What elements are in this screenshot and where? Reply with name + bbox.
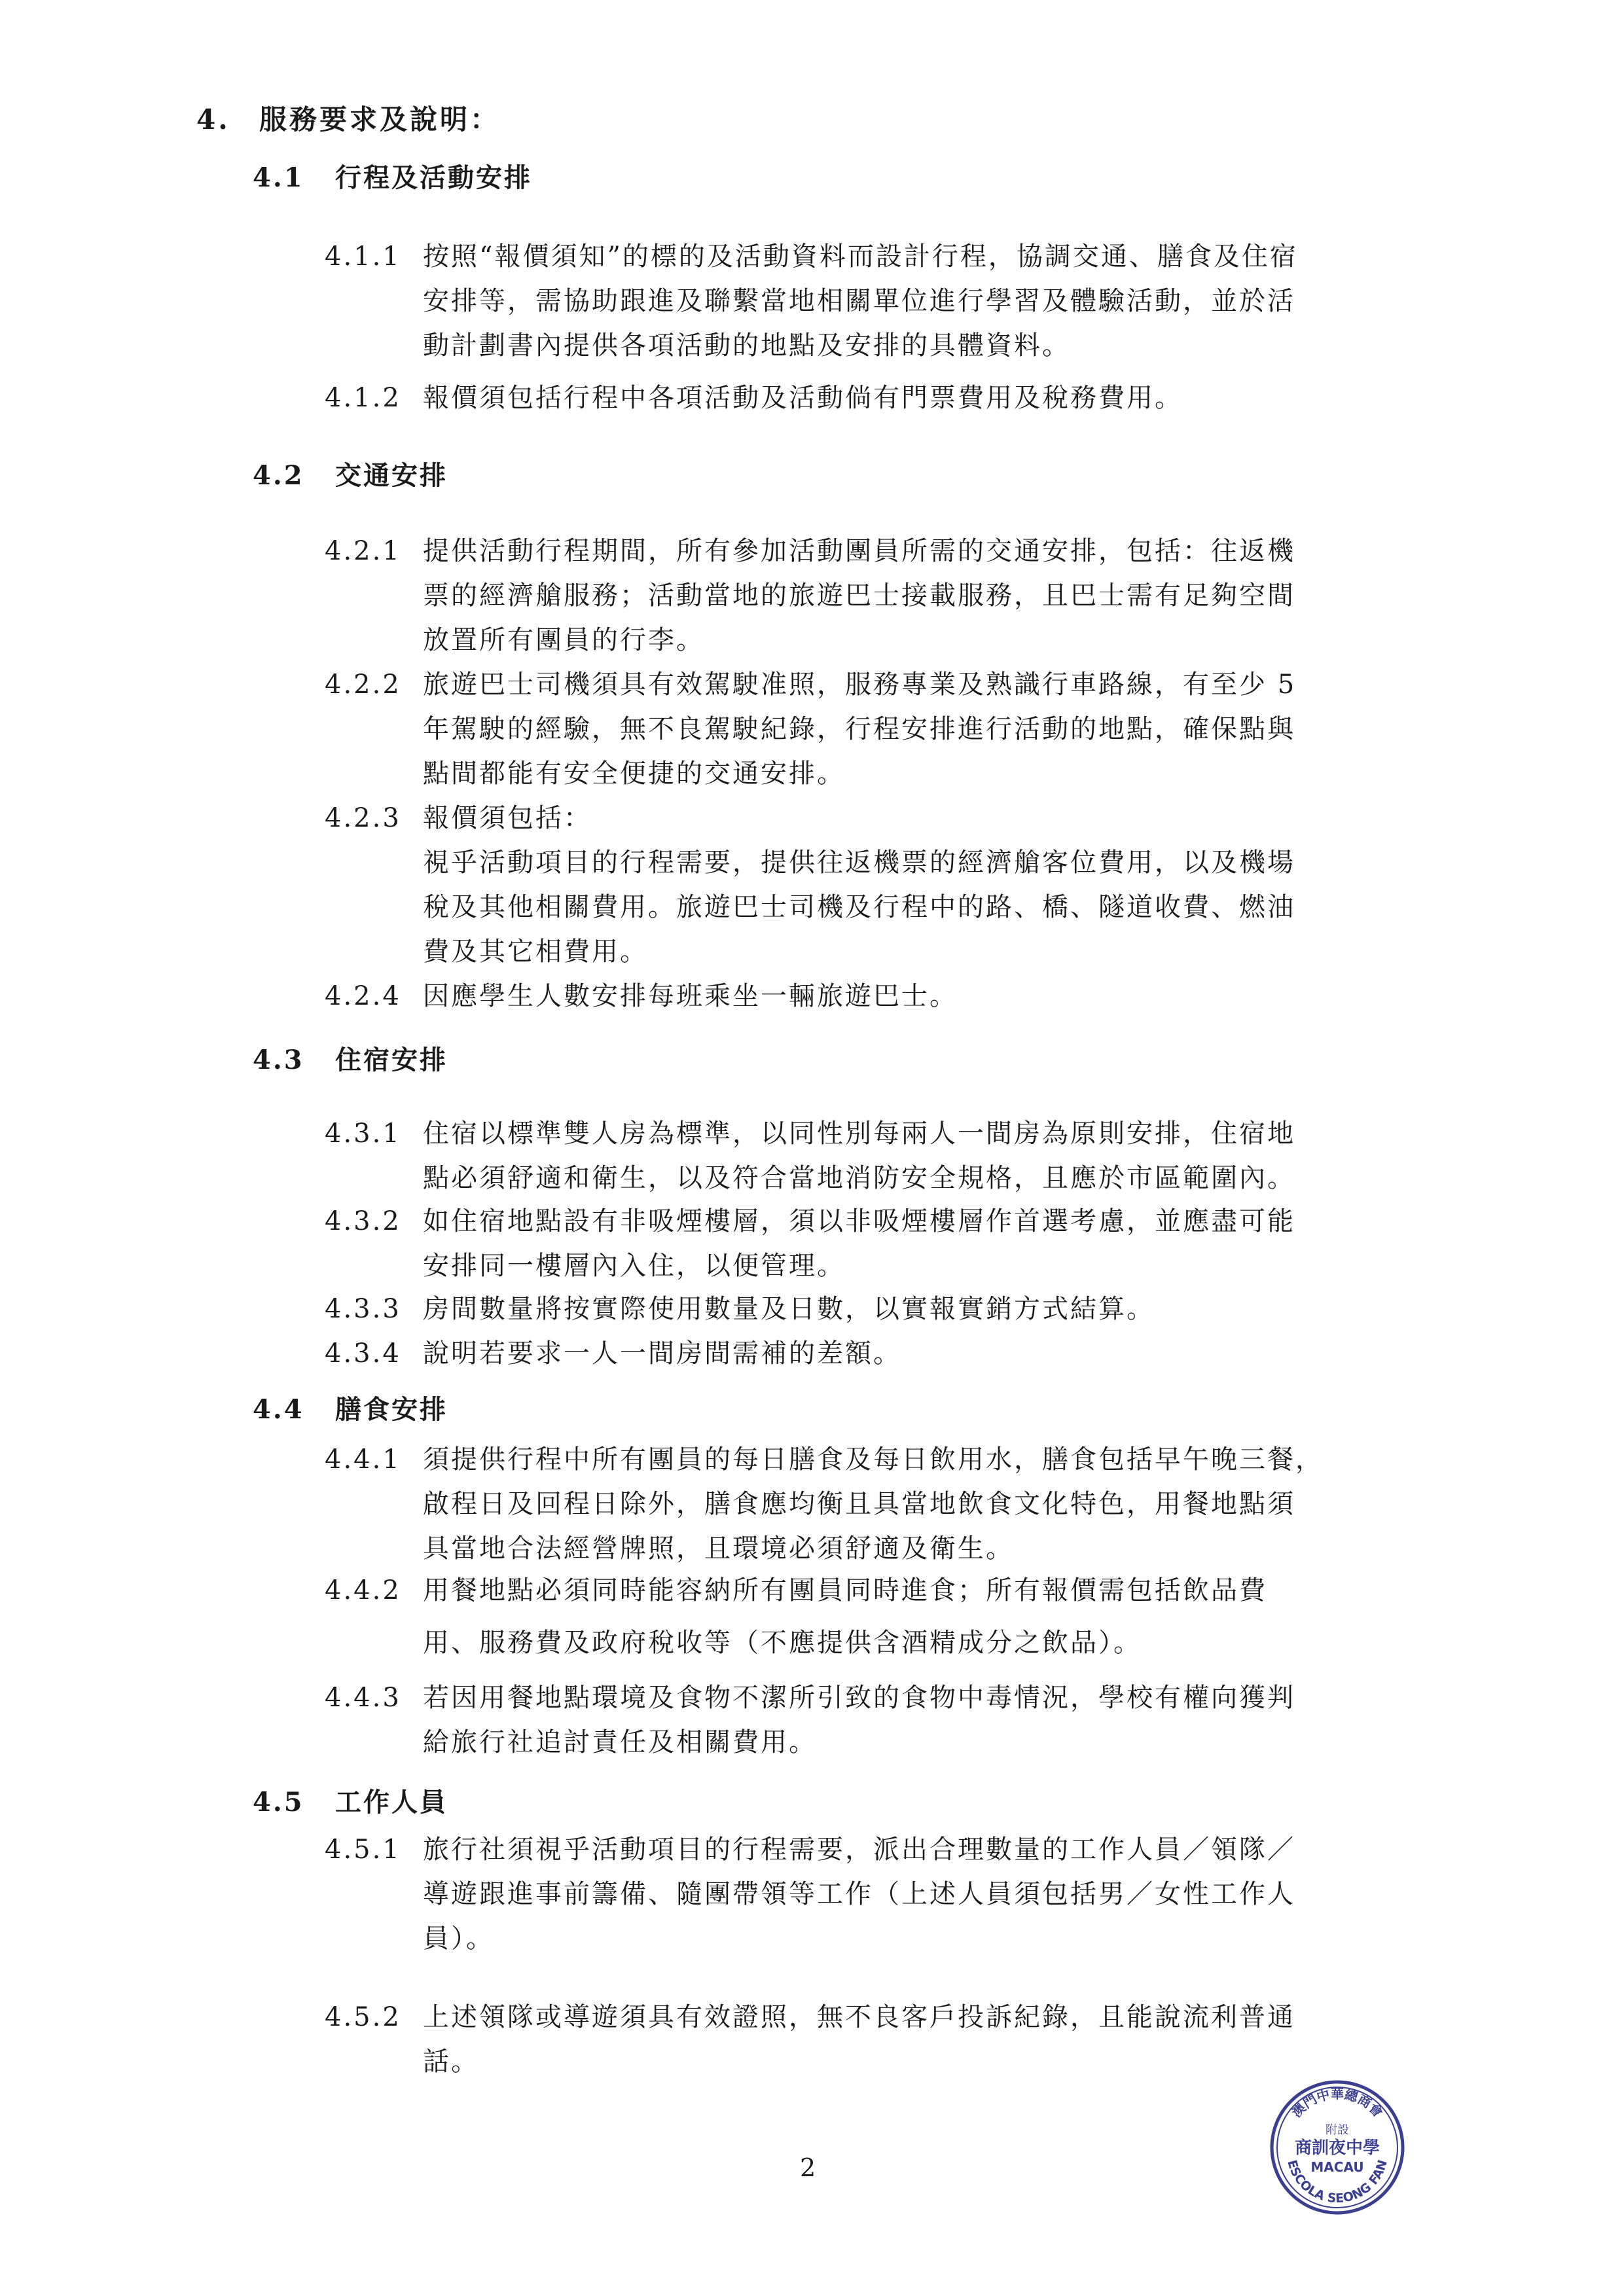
clause-text bbox=[423, 1437, 1437, 1571]
clause-number: 4.1.1 bbox=[325, 242, 401, 272]
clause-line: 用、服務費及政府稅收等（不應提供含酒精成分之飲品）。 bbox=[423, 1628, 1142, 1658]
clause-4-2-2 bbox=[325, 662, 1437, 796]
subsection-heading-4-3 bbox=[253, 1039, 448, 1077]
clause-line: 住宿以標準雙人房為標準，以同性別每兩人一間房為原則安排，住宿地 bbox=[423, 1119, 1295, 1149]
section-heading bbox=[196, 98, 500, 137]
clause-4-4-2 bbox=[325, 1564, 1437, 1669]
clause-line: 視乎活動項目的行程需要，提供往返機票的經濟艙客位費用，以及機場 bbox=[423, 848, 1295, 878]
clause-line: 房間數量將按實際使用數量及日數，以實報實銷方式結算。 bbox=[423, 1294, 1155, 1324]
svg-text:ESCOLA SEONG FAN: ESCOLA SEONG FAN bbox=[1284, 2158, 1390, 2206]
clause-line: 點必須舒適和衛生，以及符合當地消防安全規格，且應於市區範圍內。 bbox=[423, 1163, 1295, 1193]
subsection-heading-4-5 bbox=[253, 1782, 448, 1819]
clause-line: 啟程日及回程日除外，膳食應均衡且具當地飲食文化特色，用餐地點須 bbox=[423, 1489, 1295, 1519]
clause-4-3-1 bbox=[325, 1111, 1437, 1200]
clause-4-3-2 bbox=[325, 1199, 1437, 1288]
clause-number: 4.1.2 bbox=[325, 383, 401, 413]
subsection-title: 住宿安排 bbox=[335, 1045, 448, 1075]
clause-4-2-1 bbox=[325, 529, 1437, 662]
clause-line: 動計劃書內提供各項活動的地點及安排的具體資料。 bbox=[423, 331, 1070, 361]
clause-4-1-1 bbox=[325, 234, 1437, 368]
clause-text bbox=[423, 1995, 1437, 2084]
clause-number: 4.3.1 bbox=[325, 1119, 401, 1149]
clause-line: 給旅行社追討責任及相關費用。 bbox=[423, 1727, 817, 1757]
clause-4-4-1 bbox=[325, 1437, 1437, 1571]
subsection-heading-4-4 bbox=[253, 1389, 448, 1426]
clause-number: 4.3.2 bbox=[325, 1206, 401, 1236]
clause-number: 4.5.1 bbox=[325, 1835, 401, 1865]
clause-4-3-3 bbox=[325, 1287, 1437, 1331]
clause-line: 上述領隊或導遊須具有效證照，無不良客戶投訴紀錄，且能說流利普通 bbox=[423, 2002, 1295, 2032]
subsection-title: 膳食安排 bbox=[335, 1394, 448, 1425]
clause-number: 4.3.3 bbox=[325, 1294, 401, 1324]
clause-text bbox=[423, 1827, 1437, 1961]
clause-number: 4.2.4 bbox=[325, 981, 401, 1011]
clause-text bbox=[423, 234, 1437, 368]
svg-text:澳門中華總商會: 澳門中華總商會 bbox=[1288, 2086, 1386, 2121]
subsection-number: 4.4 bbox=[253, 1394, 304, 1425]
subsection-title: 工作人員 bbox=[335, 1787, 448, 1818]
clause-4-2-4 bbox=[325, 974, 1437, 1018]
clause-line: 如住宿地點設有非吸煙樓層，須以非吸煙樓層作首選考慮，並應盡可能 bbox=[423, 1206, 1295, 1236]
clause-line: 旅行社須視乎活動項目的行程需要，派出合理數量的工作人員／領隊／ bbox=[423, 1835, 1295, 1865]
clause-line: 點間都能有安全便捷的交通安排。 bbox=[423, 759, 845, 789]
clause-number: 4.2.2 bbox=[325, 670, 401, 700]
school-seal-stamp bbox=[1269, 2079, 1406, 2216]
svg-text:MACAU: MACAU bbox=[1310, 2159, 1364, 2175]
clause-text bbox=[423, 376, 1437, 420]
clause-line: 安排同一樓層內入住，以便管理。 bbox=[423, 1251, 845, 1281]
clause-4-2-3 bbox=[325, 796, 1437, 974]
clause-line: 票的經濟艙服務；活動當地的旅遊巴士接載服務，且巴士需有足夠空間 bbox=[423, 581, 1295, 611]
clause-4-5-2 bbox=[325, 1995, 1437, 2084]
clause-line: 按照“報價須知”的標的及活動資料而設計行程，協調交通、膳食及住宿 bbox=[423, 242, 1298, 272]
clause-text bbox=[423, 974, 1437, 1018]
clause-line: 須提供行程中所有團員的每日膳食及每日飲用水，膳食包括早午晚三餐， bbox=[423, 1444, 1324, 1475]
clause-number: 4.3.4 bbox=[325, 1338, 401, 1369]
clause-number: 4.2.1 bbox=[325, 536, 401, 566]
clause-4-5-1 bbox=[325, 1827, 1437, 1961]
clause-text bbox=[423, 1331, 1437, 1376]
clause-text bbox=[423, 1111, 1437, 1200]
clause-line: 安排等，需協助跟進及聯繫當地相關單位進行學習及體驗活動，並於活 bbox=[423, 286, 1295, 316]
subsection-heading-4-2 bbox=[253, 455, 448, 492]
clause-number: 4.2.3 bbox=[325, 803, 401, 833]
subsection-title: 交通安排 bbox=[335, 460, 448, 491]
clause-line: 費及其它相費用。 bbox=[423, 937, 648, 967]
subsection-number: 4.2 bbox=[253, 460, 304, 491]
clause-line: 話。 bbox=[423, 2047, 479, 2077]
clause-line: 放置所有團員的行李。 bbox=[423, 625, 704, 655]
clause-line: 說明若要求一人一間房間需補的差額。 bbox=[423, 1338, 901, 1369]
clause-number: 4.4.3 bbox=[325, 1683, 401, 1713]
clause-4-4-3 bbox=[325, 1676, 1437, 1765]
clause-line: 具當地合法經營牌照，且環境必須舒適及衛生。 bbox=[423, 1534, 1014, 1564]
clause-number: 4.4.1 bbox=[325, 1444, 401, 1475]
section-number: 4. bbox=[196, 103, 230, 135]
clause-line: 報價須包括： bbox=[423, 803, 592, 833]
clause-line: 用餐地點必須同時能容納所有團員同時進食；所有報價需包括飲品費 bbox=[423, 1575, 1267, 1605]
subsection-number: 4.5 bbox=[253, 1787, 304, 1818]
clause-text bbox=[423, 1287, 1437, 1331]
clause-4-3-4 bbox=[325, 1331, 1437, 1376]
section-title: 服務要求及說明： bbox=[259, 103, 501, 135]
clause-text bbox=[423, 529, 1437, 662]
subsection-number: 4.3 bbox=[253, 1045, 304, 1075]
clause-number: 4.4.2 bbox=[325, 1575, 401, 1605]
clause-line: 員）。 bbox=[423, 1924, 494, 1954]
clause-text bbox=[423, 1564, 1437, 1669]
clause-text bbox=[423, 796, 1437, 974]
svg-text:附設: 附設 bbox=[1326, 2123, 1349, 2137]
subsection-heading-4-1 bbox=[253, 157, 532, 194]
clause-text bbox=[423, 662, 1437, 796]
clause-text bbox=[423, 1676, 1437, 1765]
clause-text bbox=[423, 1199, 1437, 1288]
clause-number: 4.5.2 bbox=[325, 2002, 401, 2032]
clause-line: 若因用餐地點環境及食物不潔所引致的食物中毒情況，學校有權向獲判 bbox=[423, 1683, 1295, 1713]
clause-line: 稅及其他相關費用。旅遊巴士司機及行程中的路、橋、隧道收費、燃油 bbox=[423, 892, 1295, 922]
clause-line: 年駕駛的經驗，無不良駕駛紀錄，行程安排進行活動的地點，確保點與 bbox=[423, 714, 1295, 744]
svg-text:商訓夜中學: 商訓夜中學 bbox=[1294, 2138, 1380, 2158]
clause-4-1-2 bbox=[325, 376, 1437, 420]
clause-line: 導遊跟進事前籌備、隨團帶領等工作（上述人員須包括男／女性工作人 bbox=[423, 1879, 1295, 1909]
clause-line: 提供活動行程期間，所有參加活動團員所需的交通安排，包括：往返機 bbox=[423, 536, 1295, 566]
subsection-number: 4.1 bbox=[253, 162, 304, 193]
subsection-title: 行程及活動安排 bbox=[335, 162, 532, 193]
clause-line: 報價須包括行程中各項活動及活動倘有門票費用及稅務費用。 bbox=[423, 383, 1183, 413]
clause-line: 因應學生人數安排每班乘坐一輛旅遊巴士。 bbox=[423, 981, 958, 1011]
clause-line: 旅遊巴士司機須具有效駕駛准照，服務專業及熟識行車路線，有至少 5 bbox=[423, 670, 1297, 700]
page-number: 2 bbox=[800, 2153, 816, 2182]
